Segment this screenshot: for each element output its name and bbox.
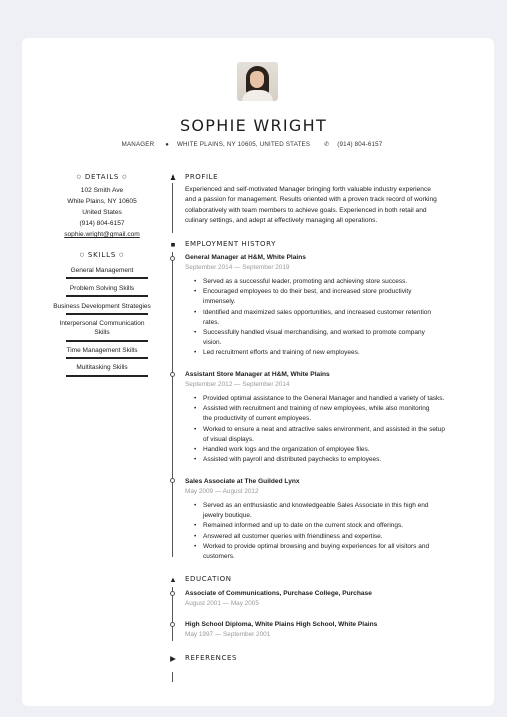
list-item: • Led recruitment efforts and training of new employees. xyxy=(194,348,464,358)
skill-item: Business Development Strategies xyxy=(53,303,151,310)
education-title: High School Diploma, White Plains High School, White Plains xyxy=(185,621,378,628)
contact-line xyxy=(0,141,507,148)
education-dates: May 1997 — September 2001 xyxy=(185,631,271,638)
job-heading: Sales Associate at The Guilded Lynx xyxy=(185,478,300,485)
timeline-dot xyxy=(170,478,175,483)
list-item: • Served as an enthusiastic and knowledgeable Sales Associate in this high end xyxy=(194,501,464,511)
phone-text: (914) 804-6157 xyxy=(337,141,383,148)
employment-heading: EMPLOYMENT HISTORY xyxy=(185,240,276,248)
skills-heading: ○ SKILLS ○ xyxy=(79,251,125,259)
bullet-icon: ○ xyxy=(76,174,82,180)
profile-photo xyxy=(237,62,278,101)
list-item: • Remained informed and up to date on the current stock and offerings. xyxy=(194,521,464,531)
job-bullets xyxy=(194,501,464,562)
details-heading: ○ DETAILS ○ xyxy=(76,173,128,181)
bullet-icon: ○ xyxy=(119,252,125,258)
job-dates: September 2012 — September 2014 xyxy=(185,381,290,388)
detail-phone: (914) 804-6157 xyxy=(79,220,125,227)
list-item: • Answered all customer queries with friendliness and expertise. xyxy=(194,532,464,542)
skill-level-bar xyxy=(66,277,148,279)
list-item: • Provided optimal assistance to the General Manager and handled a variety of tasks. xyxy=(194,394,464,404)
education-dates: August 2001 — May 2005 xyxy=(185,600,259,607)
list-item: • Worked to provide optimal browsing and buying experiences for all visitors and xyxy=(194,542,464,552)
skill-item: Interpersonal Communication xyxy=(59,320,145,327)
resume-name: SOPHIE WRIGHT xyxy=(179,116,328,135)
skill-item: Problem Solving Skills xyxy=(69,285,135,292)
skill-level-bar xyxy=(66,295,148,297)
timeline-line xyxy=(172,672,173,682)
megaphone-icon: ▶ xyxy=(170,654,176,663)
skill-item: Skills xyxy=(94,329,110,336)
skill-level-bar xyxy=(66,313,148,315)
list-item: • Successfully handled visual merchandising, and worked to promote company xyxy=(194,328,464,338)
briefcase-icon: ■ xyxy=(170,240,176,249)
education-heading: EDUCATION xyxy=(185,575,232,583)
list-item: rates. xyxy=(203,318,220,326)
address-text: WHITE PLAINS, NY 10605, UNITED STATES xyxy=(176,141,311,148)
graduation-cap-icon: ▲ xyxy=(169,575,177,584)
skill-item: Time Management Skills xyxy=(66,347,138,354)
profile-text: Experienced and self-motivated Manager bringing forth valuable industry experience and a passion for management. Results oriented with a proven track record of working collaboratively with team members to achieve goals. Experienced in both retail and culinary settings, and adept at effectively managing all operations. xyxy=(185,186,437,225)
timeline-dot xyxy=(170,372,175,377)
list-item: • Identified and maximized sales opportunities, and increased customer retention xyxy=(194,308,464,318)
timeline-line xyxy=(172,183,173,233)
timeline-dot xyxy=(170,256,175,261)
detail-email[interactable]: sophie.wright@gmail.com xyxy=(64,231,140,238)
job-heading: General Manager at H&M, White Plains xyxy=(185,254,306,261)
person-icon: ♟ xyxy=(169,173,177,182)
detail-country: United States xyxy=(82,209,122,216)
skill-item: General Management xyxy=(70,267,134,274)
education-title: Associate of Communications, Purchase College, Purchase xyxy=(185,590,372,597)
bullet-icon: ○ xyxy=(79,252,85,258)
job-title: MANAGER xyxy=(121,141,155,148)
list-item: immensely. xyxy=(203,298,236,306)
job-dates: May 2009 — August 2012 xyxy=(185,488,259,495)
job-heading: Assistant Store Manager at H&M, White Plains xyxy=(185,371,330,378)
list-item: • Handled work logs and the organization of employee files. xyxy=(194,445,464,455)
list-item: • Served as a successful leader, promoting and achieving store success. xyxy=(194,277,464,287)
list-item: • Encouraged employees to do their best, and increased store productivity xyxy=(194,287,464,297)
skill-item: Multitasking Skills xyxy=(76,364,128,371)
skill-level-bar xyxy=(66,340,148,342)
skill-level-bar xyxy=(66,357,148,359)
list-item: the productivity of current employees. xyxy=(203,415,312,423)
phone-icon: ✆ xyxy=(324,142,330,148)
list-item: • Assisted with recruitment and training of new employees, while also monitoring xyxy=(194,404,464,414)
location-pin-icon: ● xyxy=(165,142,170,148)
list-item: jewelry boutique. xyxy=(203,512,252,520)
profile-heading: PROFILE xyxy=(185,173,219,181)
job-bullets xyxy=(194,277,464,359)
bullet-icon: ○ xyxy=(122,174,128,180)
list-item: vision. xyxy=(203,339,222,347)
list-item: customers. xyxy=(203,553,235,561)
timeline-dot xyxy=(170,622,175,627)
job-bullets xyxy=(194,394,464,465)
timeline-dot xyxy=(170,591,175,596)
detail-city: White Plains, NY 10605 xyxy=(67,198,137,205)
detail-street: 102 Smith Ave xyxy=(80,187,124,194)
skill-level-bar xyxy=(66,375,148,377)
timeline-line xyxy=(172,252,173,557)
list-item: • Assisted with payroll and distributed paychecks to employees. xyxy=(194,455,464,465)
list-item: of visual displays. xyxy=(203,435,254,443)
job-dates: September 2014 — September 2019 xyxy=(185,264,290,271)
list-item: • Worked to ensure a neat and attractive sales environment, and assisted in the setup xyxy=(194,425,464,435)
references-heading: REFERENCES xyxy=(185,654,238,662)
